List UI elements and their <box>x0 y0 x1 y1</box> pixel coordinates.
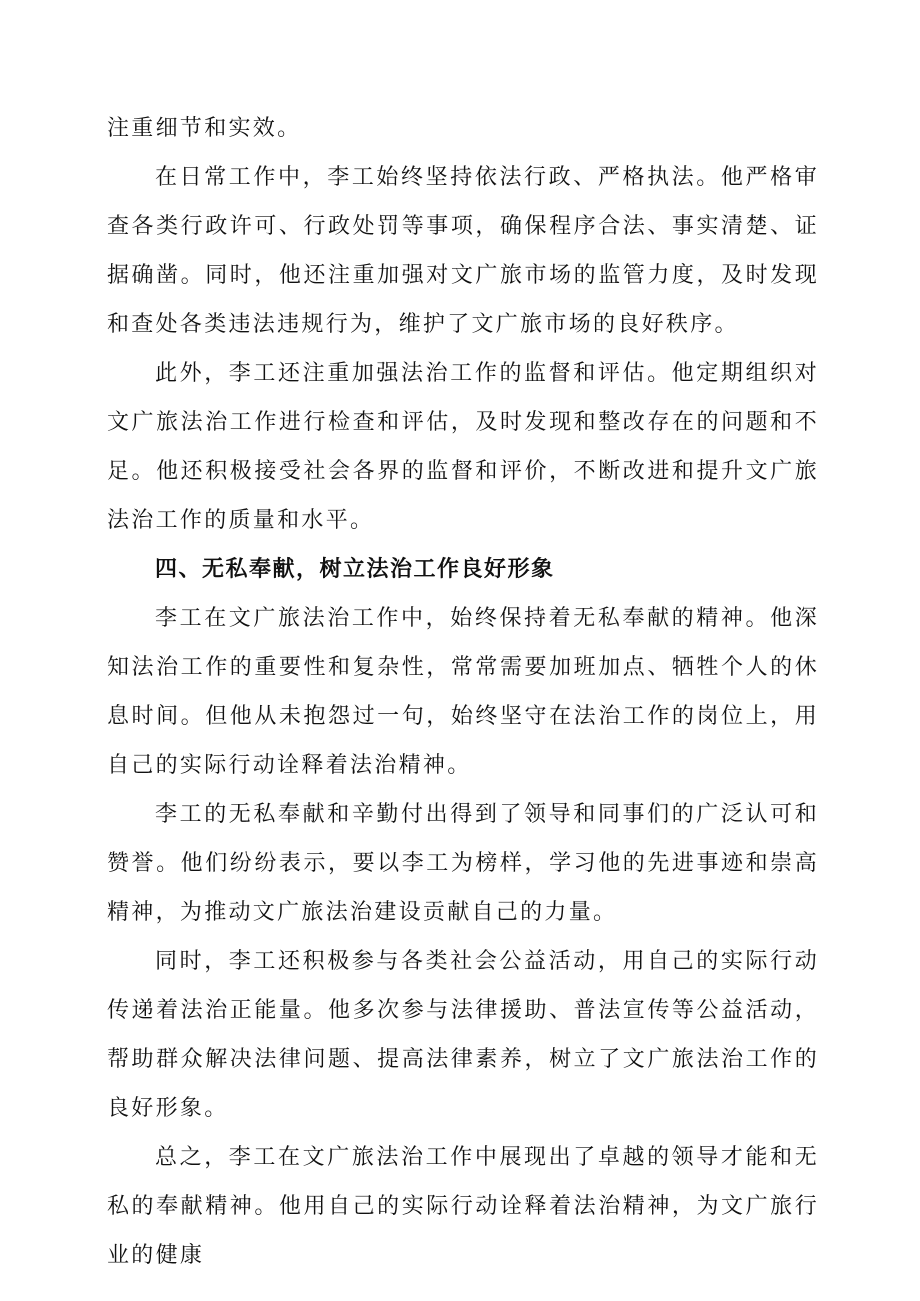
paragraph-law-enforcement: 在日常工作中，李工始终坚持依法行政、严格执法。他严格审查各类行政许可、行政处罚等事项，确保程序合法、事实清楚、证据确凿。同时，他还注重加强对文广旅市场的监管力度，及时发现和查处各类违法违规行为，维护了文广旅市场的良好秩序。 <box>107 165 819 337</box>
paragraph-recognition: 李工的无私奉献和辛勤付出得到了领导和同事们的广泛认可和赞誉。他们纷纷表示，要以李工为榜样，学习他的先进事迹和崇高精神，为推动文广旅法治建设贡献自己的力量。 <box>107 802 819 925</box>
document-body <box>107 104 819 1280</box>
paragraph-continuation: 注重细节和实效。 <box>107 116 302 141</box>
paragraph-conclusion: 总之，李工在文广旅法治工作中展现出了卓越的领导才能和无私的奉献精神。他用自己的实际行动诠释着法治精神，为文广旅行业的健康 <box>107 1145 819 1268</box>
paragraph-dedication: 李工在文广旅法治工作中，始终保持着无私奉献的精神。他深知法治工作的重要性和复杂性，常常需要加班加点、牺牲个人的休息时间。但他从未抱怨过一句，始终坚守在法治工作的岗位上，用自己的实际行动诠释着法治精神。 <box>107 606 819 778</box>
paragraph-public-welfare: 同时，李工还积极参与各类社会公益活动，用自己的实际行动传递着法治正能量。他多次参与法律援助、普法宣传等公益活动，帮助群众解决法律问题、提高法律素养，树立了文广旅法治工作的良好形象。 <box>107 949 819 1121</box>
paragraph-supervision: 此外，李工还注重加强法治工作的监督和评估。他定期组织对文广旅法治工作进行检查和评估，及时发现和整改存在的问题和不足。他还积极接受社会各界的监督和评价，不断改进和提升文广旅法治工作的质量和水平。 <box>107 361 819 533</box>
section-heading-four: 四、无私奉献，树立法治工作良好形象 <box>155 557 555 582</box>
